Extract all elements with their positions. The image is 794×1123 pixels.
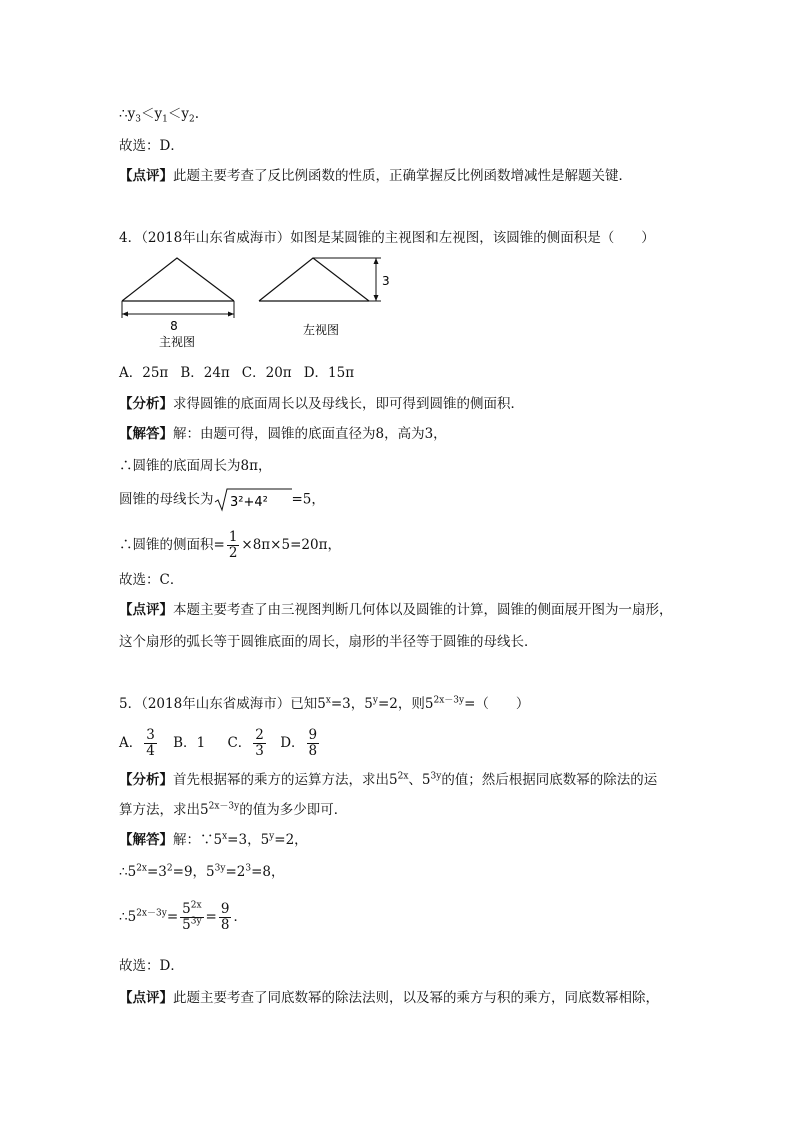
q5-stem: 5．（2018年山东省威海市）已知$5^x=3$，$5^y=2$，则$5^{2x-3y}=$（ ） [119,695,530,712]
front-width-label: 8 [170,319,178,333]
q5-comment: 【点评】此题主要考查了同底数幂的除法法则，以及幂的乘方与积的乘方，同底数幂相除， [119,990,659,1006]
q5-option-c: C． $\frac{2}{3}$ [227,727,264,759]
q4-figure [119,254,399,352]
q5-solution-2: $\therefore 5^{2x}=3^2=9$，$5^{3y}=2^3=8$， [119,863,285,880]
q5-analysis-1: 【分析】首先根据幂的乘方的运算方法，求出$5^{2x}$、$5^{3y}$的值；然后根据同底数幂的除法的运 [119,771,658,788]
q4-answer: 故选：C． [119,572,184,588]
q5-answer: 故选：D． [119,958,184,974]
q3-comment: 【点评】此题主要考查了反比例函数的性质，正确掌握反比例函数增减性是解题关键． [119,168,632,184]
q4-stem: 4．（2018年山东省威海市）如图是某圆锥的主视图和左视图，该圆锥的侧面积是（ ） [119,230,655,246]
q4-option-d: D．15π [303,365,355,381]
side-view-triangle [259,258,369,301]
side-height-label: 3 [382,274,390,288]
q5-option-d: D． $\frac{9}{8}$ [280,727,318,759]
front-view-triangle [122,258,234,301]
q5-options [119,724,321,762]
q4-option-c: C．20π [241,365,292,381]
q4-solution-3: 圆锥的母线长为 3²+4² =5， [119,488,325,512]
q4-analysis: 【分析】求得圆锥的底面周长以及母线长，即可得到圆锥的侧面积． [119,396,524,412]
q5-solution-3: $\therefore 5^{2x-3y}=$ $\frac{5^{2x}}{5^{3y}}$ = $\frac{9}{8}$ ． [119,900,247,933]
q3-answer: 故选：D． [119,138,184,154]
side-caption: 左视图 [302,323,340,337]
q5-option-a: A． $\frac{3}{4}$ [119,727,155,759]
q4-solution-4: ∴圆锥的侧面积= $\frac{1}{2}$ ×8π×5=20π， [119,529,341,561]
q4-options [119,363,354,383]
q4-option-a: A．25π [119,365,169,381]
power-fraction: $\frac{5^{2x}}{5^{3y}}$ [182,900,202,933]
front-caption: 主视图 [158,335,196,349]
q4-solution-1: 【解答】解：由题可得，圆锥的底面直径为8，高为3， [119,426,447,442]
svg-text:3²+4²: 3²+4² [229,495,268,510]
q5-option-b: B．1 [173,735,206,751]
q4-comment-1: 【点评】本题主要考查了由三视图判断几何体以及圆锥的计算，圆锥的侧面展开图为一扇形， [119,602,673,618]
q4-comment-2: 这个扇形的弧长等于圆锥底面的周长，扇形的半径等于圆锥的母线长． [119,634,538,650]
q3-result: $\therefore y_3<y_1<y_2$. [119,106,199,125]
sqrt-expression [214,488,292,512]
q4-solution-2: ∴圆锥的底面周长为8π， [119,458,272,474]
q4-option-b: B．24π [180,365,230,381]
q5-solution-1: 【解答】解：$\because 5^x=3$，$5^y=2$， [119,831,308,848]
q5-analysis-2: 算方法，求出$5^{2x-3y}$的值为多少即可． [119,801,348,818]
